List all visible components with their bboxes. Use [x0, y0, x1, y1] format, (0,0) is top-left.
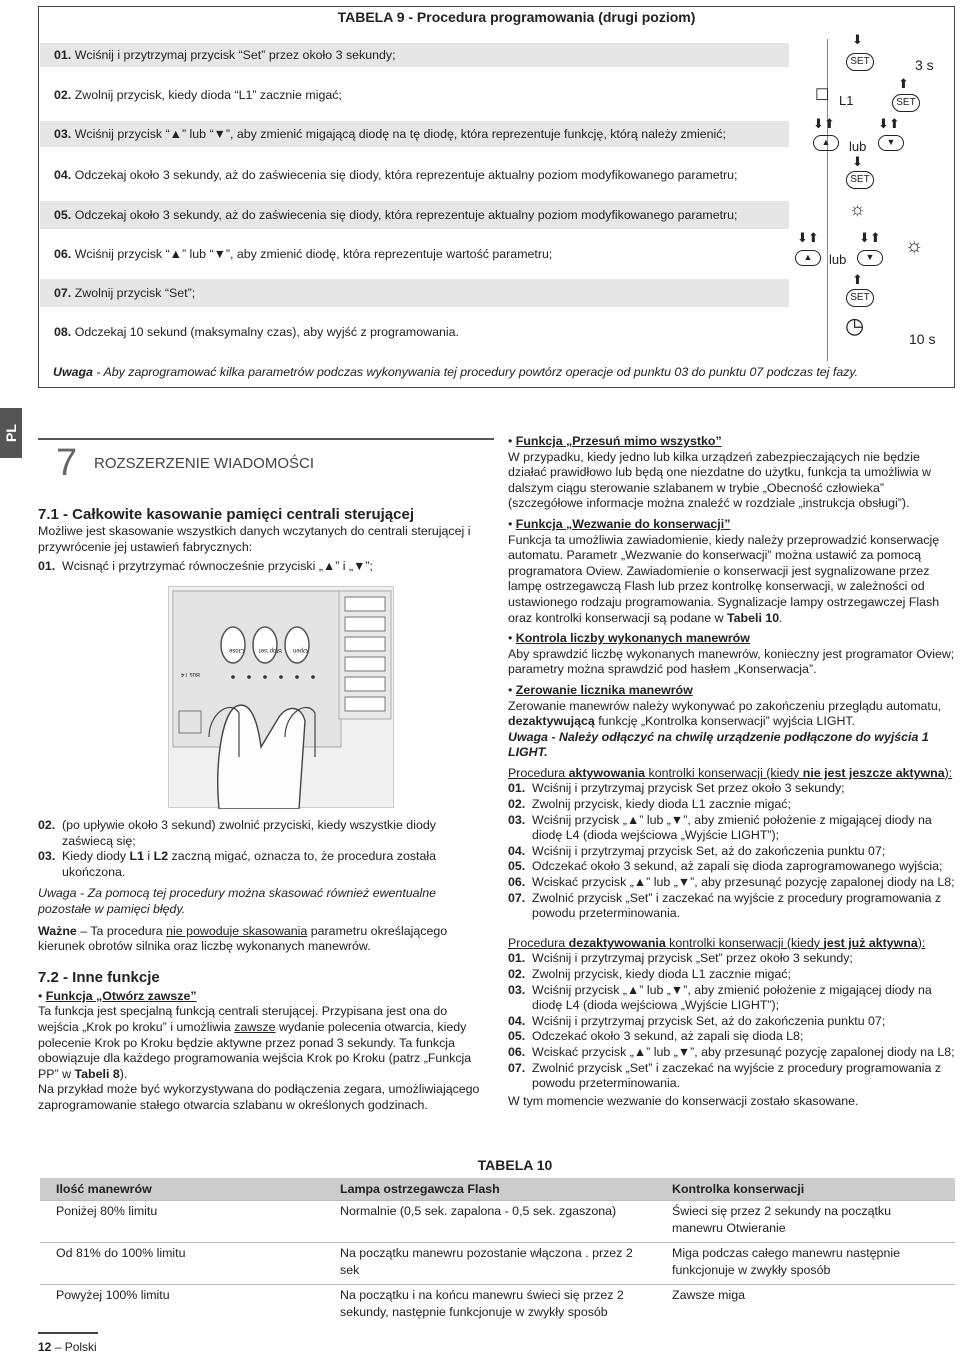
column-header: Kontrolka konserwacji: [656, 1178, 955, 1200]
led-blinking-icon: ☐: [815, 87, 830, 104]
step-01: 01. Wcisnąć i przytrzymać równocześnie przyciski „▲” i „▼”;: [38, 559, 373, 574]
left-column-top: [38, 506, 490, 575]
table-9-row-05: 05. Odczekaj około 3 sekundy, aż do zaświecenia się diody, która reprezentuje aktualny poziom modyfikowanego parametru;: [40, 201, 789, 229]
activation-procedure-heading: Procedura aktywowania kontrolki konserwacji (kiedy nie jest jeszcze aktywna):: [508, 765, 953, 780]
table-cell: Świeci się przez 2 sekundy na początku manewru Otwieranie: [656, 1200, 955, 1242]
timer-icon: ◷: [845, 313, 865, 338]
release-up-arrow-icon: ⬆: [852, 272, 863, 287]
deactivation-procedure-heading: Procedura dezaktywowania kontrolki konserwacji (kiedy jest już aktywna):: [508, 935, 926, 950]
down-key-icon: ▼: [878, 135, 904, 151]
function-maintenance-heading: • Funkcja „Wezwanie do konserwacji”: [508, 516, 731, 531]
step-03: 03. Kiedy diody L1 i L2 zaczną migać, oznacza to, że procedura została ukończona.: [38, 849, 437, 879]
page-footer: 12 – Polski: [38, 1340, 97, 1354]
table-cell: Od 81% do 100% limitu: [40, 1242, 324, 1284]
press-release-icon: ⬇⬆: [859, 230, 881, 245]
up-key-icon: ▲: [795, 250, 821, 266]
deactivation-step: 06. Wciskać przycisk „▲” lub „▼”, aby przesunąć pozycję zapalonej diody na L8;: [508, 1044, 955, 1059]
table-9-row-02: 02. Zwolnij przycisk, kiedy dioda “L1” zacznie migać;: [54, 88, 342, 102]
activation-step: 02. Zwolnij przycisk, kiedy dioda L1 zacznie migać;: [508, 797, 791, 812]
set-key-icon: SET: [892, 94, 920, 112]
function-reset-heading: • Zerowanie licznika manewrów: [508, 682, 693, 697]
activation-step: 06. Wciskać przycisk „▲” lub „▼”, aby przesunąć pozycję zapalonej diody na L8;: [508, 875, 955, 890]
function-open-always-heading: • Funkcja „Otwórz zawsze”: [38, 988, 197, 1003]
section-7-1-intro: Możliwe jest skasowanie wszystkich danych wczytanych do centrali sterującej i przywrócenie jej ustawień fabrycznych:: [38, 524, 471, 554]
table-cell: Normalnie (0,5 sek. zapalona - 0,5 sek. zgaszona): [324, 1200, 656, 1242]
control-unit-photo: [168, 586, 394, 808]
bus-label: Bus T4: [181, 671, 200, 677]
function-move-anyway-text: W przypadku, kiedy jedno lub kilka urządzeń zabezpieczających nie będzie działać prawidłowo lub będą one niezdatne do użytku, funkcja ta umożliwia w dalszym ciągu sterowanie szlabanem w trybie „Obecność człowieka” (szczegółowe informacje można znaleźć w rozdziale „instrukcja obsługi”).: [508, 449, 931, 511]
led-on-icon: ☼: [849, 199, 866, 219]
table-row: [40, 1200, 955, 1242]
duration-3s: 3 s: [915, 57, 934, 73]
activation-step: 01. Wciśnij i przytrzymaj przycisk Set przez około 3 sekundy;: [508, 781, 845, 796]
deactivation-step: 01. Wciśnij i przytrzymaj przycisk „Set” przez około 3 sekundy;: [508, 951, 853, 966]
final-note: W tym momencie wezwanie do konserwacji zostało skasowane.: [508, 1093, 859, 1108]
table-10-title: TABELA 10: [477, 1157, 553, 1173]
set-key-icon: SET: [846, 53, 874, 71]
left-column-bottom: [38, 818, 490, 1114]
function-counter-text: Aby sprawdzić liczbę wykonanych manewrów, konieczny jest programator Oview; parametry można sprawdzić pod hasłem „Konserwacja”.: [508, 646, 955, 677]
table-cell: Powyżej 100% limitu: [40, 1284, 324, 1326]
press-release-icon: ⬇⬆: [797, 230, 819, 245]
function-maintenance-text: Funkcja ta umożliwia zawiadomienie, kiedy należy przeprowadzić konserwację automatu. Parametr „Wezwanie do konserwacji” można ustawić za pomocą programatora Oview. Zawiadomienie o konserwacji jest sygnalizowane przez lampę ostrzegawczą Flash lub przez kontrolkę konserwacji, w zależności od ustawionego rodzaju programowania. Sygnalizacje lampy ostrzegawczej Flash oraz kontrolki konserwacji są podane w Tabeli 10.: [508, 532, 940, 625]
activation-step: 04. Wciśnij i przytrzymaj przycisk Set, aż do zakończenia punktu 07;: [508, 843, 886, 858]
led-l1-label: L1: [839, 93, 854, 108]
duration-10s: 10 s: [909, 331, 936, 347]
deactivation-step: 07. Zwolnić przycisk „Set” i zaczekać na wyjście z procedury programowania z powodu przeterminowania.: [508, 1060, 942, 1091]
deactivation-step: 04. Wciśnij i przytrzymaj przycisk Set, aż do zakończenia punktu 07;: [508, 1013, 886, 1028]
table-9-row-06: 06. Wciśnij przycisk “▲” lub “▼”, aby zmienić diodę, która reprezentuje wartość parametru;: [54, 247, 553, 261]
table-header-row: [40, 1178, 955, 1200]
language-tab: PL: [0, 408, 22, 458]
function-open-always-example: Na przykład może być wykorzystywana do podłączenia zegara, umożliwiającego zaprogramowanie stałego otwarcia szlabanu w określonych godzinach.: [38, 1082, 480, 1112]
chapter-number: 7: [56, 442, 78, 484]
erase-warning: Uwaga - Za pomocą tej procedury można skasować również ewentualne pozostałe w pamięci błędy.: [38, 886, 437, 916]
important-note: Ważne – Ta procedura nie powoduje skasowania parametru określającego kierunek obrotów silnika oraz liczbę wykonanych manewrów.: [38, 923, 448, 954]
table-9-note: Uwaga - Aby zaprogramować kilka parametrów podczas wykonywania tej procedury powtórz operacje od punktu 03 do punktu 07 podczas tej fazy.: [53, 365, 859, 379]
stop-set-button-label: Stop Set: [259, 647, 283, 653]
activation-step: 07. Zwolnić przycisk „Set” i zaczekać na wyjście z procedury programowania z powodu przeterminowania.: [508, 890, 942, 921]
footer-rule: [38, 1332, 98, 1334]
release-up-arrow-icon: ⬆: [898, 76, 909, 91]
function-move-anyway-heading: • Funkcja „Przesuń mimo wszystko”: [508, 434, 722, 448]
table-row: [40, 1242, 955, 1284]
press-down-arrow-icon: ⬇: [852, 32, 863, 47]
section-7-1-title: 7.1 - Całkowite kasowanie pamięci centrali sterującej: [38, 506, 415, 523]
table-9-row-08: 08. Odczekaj 10 sekund (maksymalny czas), aby wyjść z programowania.: [54, 325, 459, 339]
set-key-icon: SET: [846, 171, 874, 189]
lub-label: lub: [829, 252, 847, 267]
table-row: [40, 1284, 955, 1326]
column-header: Ilość manewrów: [40, 1178, 324, 1200]
activation-step: 03. Wciśnij przycisk „▲” lub „▼”, aby zmienić położenie z migającej diody na diodę L4 (dioda wejściowa „Wyjście LIGHT”);: [508, 812, 932, 843]
open-button-label: Open: [293, 647, 308, 653]
down-key-icon: ▼: [857, 250, 883, 266]
function-counter-heading: • Kontrola liczby wykonanych manewrów: [508, 631, 750, 646]
table-cell: Miga podczas całego manewru następnie funkcjonuje w zwykły sposób: [656, 1242, 955, 1284]
deactivation-steps: [508, 951, 956, 1091]
set-key-icon: SET: [846, 289, 874, 307]
table-9-title: TABELA 9 - Procedura programowania (drugi poziom): [337, 9, 696, 25]
function-reset-warning: Uwaga - Należy odłączyć na chwilę urządzenie podłączone do wyjścia 1 LIGHT.: [508, 729, 929, 760]
up-key-icon: ▲: [813, 135, 839, 151]
table-9-row-04: 04. Odczekaj około 3 sekundy, aż do zaświecenia się diody, która reprezentuje aktualny poziom modyfikowanego parametru;: [54, 168, 738, 182]
column-header: Lampa ostrzegawcza Flash: [324, 1178, 656, 1200]
chapter-title: ROZSZERZENIE WIADOMOŚCI: [94, 455, 315, 472]
table-10: [40, 1178, 955, 1326]
press-release-icon: ⬇⬆: [813, 116, 835, 131]
table-cell: Na początku i na końcu manewru świeci się przez 2 sekundy, następnie funkcjonuje w zwykły sposób: [324, 1284, 656, 1326]
press-release-icon: ⬇⬆: [878, 116, 900, 131]
lub-label: lub: [849, 139, 867, 154]
activation-step: 05. Odczekać około 3 sekund, aż zapali się dioda zaprogramowanego wyjścia;: [508, 859, 943, 874]
table-cell: Zawsze miga: [656, 1284, 955, 1326]
table-cell: Poniżej 80% limitu: [40, 1200, 324, 1242]
control-unit-illustration: [169, 587, 395, 809]
led-on-icon: ☼: [905, 235, 924, 257]
table-9-row-01: 01. Wciśnij i przytrzymaj przycisk “Set” przez około 3 sekundy;: [40, 43, 789, 67]
deactivation-step: 03. Wciśnij przycisk „▲” lub „▼”, aby zmienić położenie z migającej diody na diodę L4 (dioda wejściowa „Wyjście LIGHT”);: [508, 982, 932, 1013]
press-down-arrow-icon: ⬇: [852, 154, 863, 169]
table-9-row-03: 03. Wciśnij przycisk “▲” lub “▼”, aby zmienić migającą diodę na tę diodę, która reprezentuje funkcję, którą należy zmienić;: [40, 121, 789, 147]
function-open-always-text: Ta funkcja jest specjalną funkcją centrali sterującej. Przypisana jest ona do wejścia „Krok po kroku” i umożliwia zawsze wydanie polecenia otwarcia, kiedy polecenie Krok po Kroku będzie aktywne przez ponad 3 sekundy. Ta funkcja obowiązuje dla każdego programowania wejścia Krok po Kroku (patrz „Funkcja PP” w Tabeli 8).: [38, 1004, 472, 1081]
step-02: 02. (po upływie około 3 sekund) zwolnić przyciski, kiedy wszystkie diody zaświecą się;: [38, 818, 436, 848]
activation-steps: [508, 781, 956, 921]
table-cell: Na początku manewru pozostanie włączona . przez 2 sek: [324, 1242, 656, 1284]
function-reset-text: Zerowanie manewrów należy wykonywać po zakończeniu przeglądu automatu, dezaktywującą funkcję „Kontrolka konserwacji” wyjścia LIGHT.: [508, 698, 942, 729]
deactivation-step: 05. Odczekać około 3 sekund, aż zapali się dioda L8;: [508, 1029, 804, 1044]
deactivation-step: 02. Zwolnij przycisk, kiedy dioda L1 zacznie migać;: [508, 967, 791, 981]
right-column: [508, 434, 956, 1109]
table-9-row-07: 07. Zwolnij przycisk “Set”;: [40, 279, 789, 307]
close-button-label: Close: [229, 647, 245, 653]
table-9: [38, 6, 955, 388]
section-7-2-title: 7.2 - Inne funkcje: [38, 968, 160, 986]
